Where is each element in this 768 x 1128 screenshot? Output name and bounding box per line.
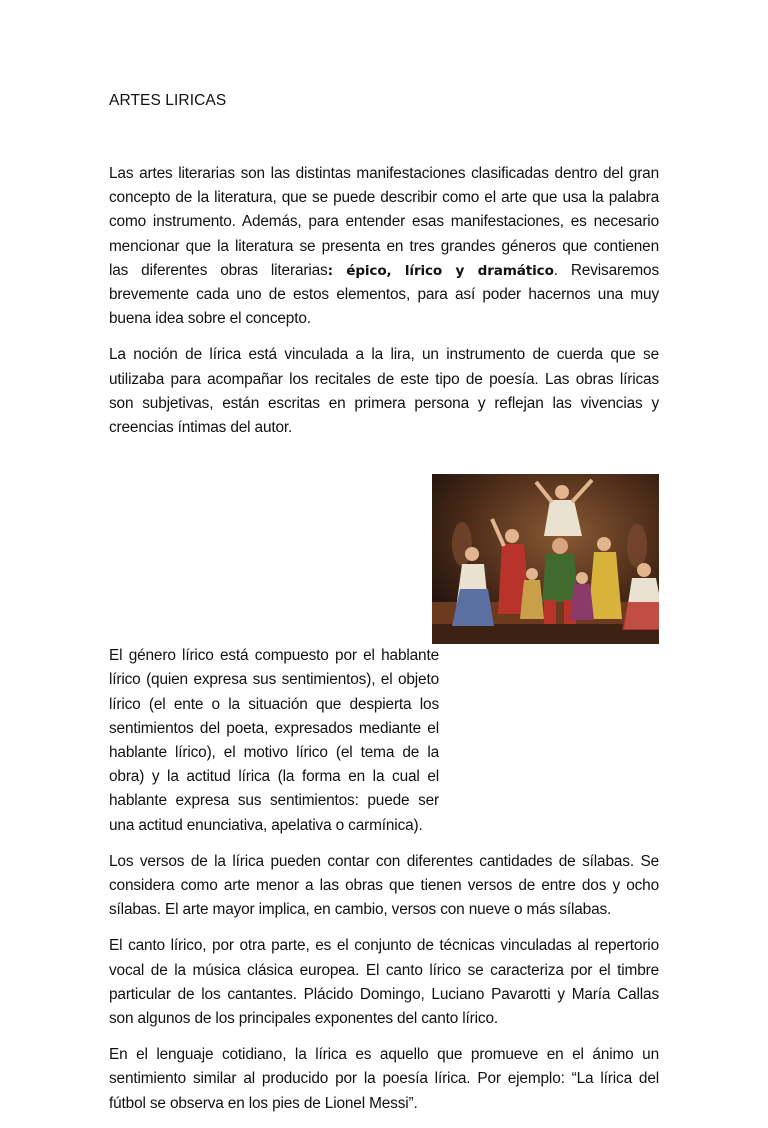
document-title: ARTES LIRICAS bbox=[109, 92, 227, 109]
paragraph-lenguaje-cotidiano: En el lenguaje cotidiano, la lírica es aquello que promueve en el ánimo un sentimiento similar al producido por la poesía lírica. Por ejemplo: “La lírica del fútbol se observa en los pies de Lionel Messi”. bbox=[109, 1046, 659, 1112]
paragraph-lira: La noción de lírica está vinculada a la lira, un instrumento de cuerda que se utilizaba para acompañar los recitales de este tipo de poesía. Las obras líricas son subjetivas, están escritas en primera persona y reflejan las vivencias y creencias íntimas del autor. bbox=[109, 346, 659, 437]
figure-paragraph bbox=[109, 452, 659, 850]
photo-graphic bbox=[432, 474, 659, 644]
document-body bbox=[109, 162, 659, 1128]
paragraph-intro-start: Las artes literarias son las distintas manifestaciones clasificadas dentro del gran concepto de la literatura, que se puede describir como el arte que usa la palabra como instrumento. Además, para entender esas manifestaciones, es necesario mencionar que la literatura se presenta en tres grandes géneros que contienen las diferentes obras literarias bbox=[109, 165, 659, 279]
paragraph-intro bbox=[109, 162, 659, 331]
stage-performance-photo bbox=[432, 474, 659, 644]
paragraph-genero-lirico: El género lírico está compuesto por el hablante lírico (quien expresa sus sentimientos), el objeto lírico (el ente o la situación que despierta los sentimientos del poeta, expresados mediante el hablante lírico), el motivo lírico (el tema de la obra) y la actitud lírica (la forma en la cual el hablante expresa sus sentimientos: puede ser una actitud enunciativa, apelativa o carmínica). bbox=[109, 647, 439, 834]
paragraph-intro-end: . Revisaremos brevemente cada uno de estos elementos, para así poder hacernos una muy buena idea sobre el concepto. bbox=[109, 261, 659, 328]
figure-paragraph-text bbox=[109, 644, 439, 850]
paragraph-canto-lirico: El canto lírico, por otra parte, es el conjunto de técnicas vinculadas al repertorio vocal de la música clásica europea. El canto lírico se caracteriza por el timbre particular de los cantantes. Plácido Domingo, Luciano Pavarotti y María Callas son algunos de los principales exponentes del canto lírico. bbox=[109, 937, 659, 1028]
paragraph-intro-genres: : épico, lírico y dramático bbox=[327, 262, 554, 279]
paragraph-versos: Los versos de la lírica pueden contar con diferentes cantidades de sílabas. Se considera como arte menor a las obras que tienen versos de entre dos y ocho sílabas. El arte mayor implica, en cambio, versos con nueve o más sílabas. bbox=[109, 852, 659, 919]
document-page bbox=[109, 0, 659, 1112]
